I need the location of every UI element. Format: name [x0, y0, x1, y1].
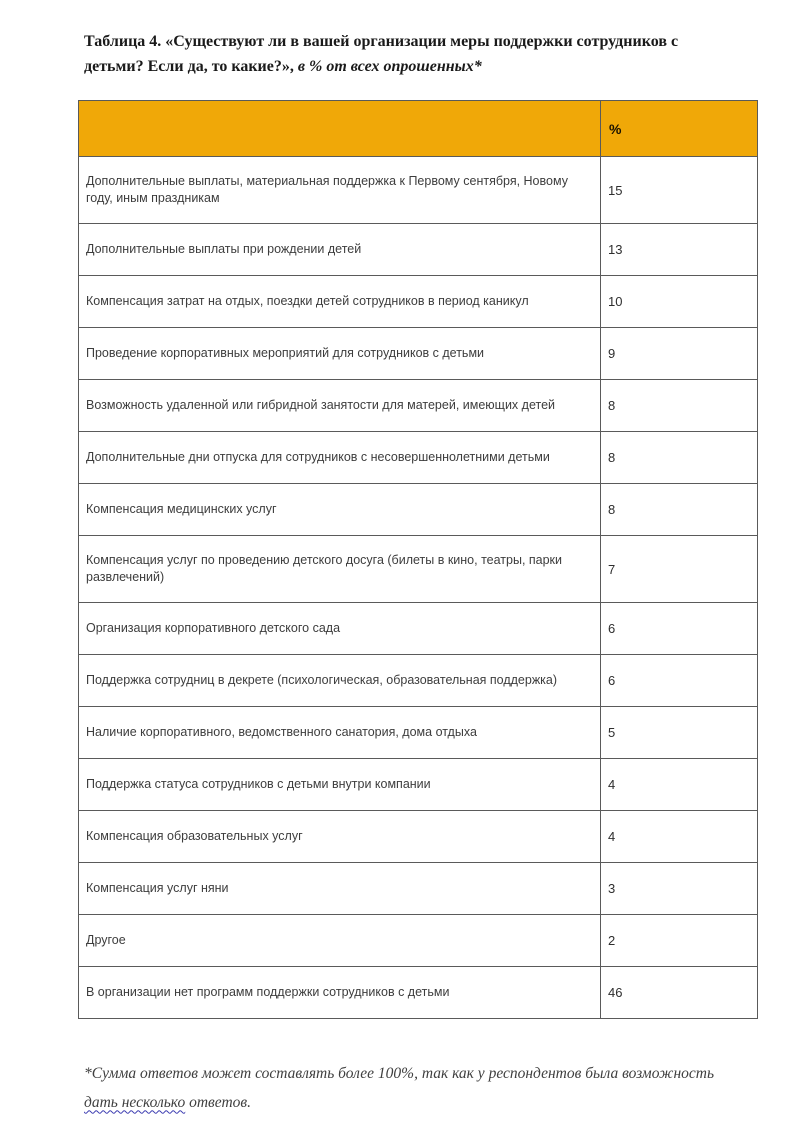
table-row: [79, 655, 758, 707]
percent-value-cell: 8: [601, 380, 758, 432]
percent-value-cell: 13: [601, 224, 758, 276]
percent-value-cell: 8: [601, 484, 758, 536]
header-measure-cell: [79, 101, 601, 157]
table-row: [79, 380, 758, 432]
measure-label-cell: Другое: [79, 915, 601, 967]
table-row: [79, 759, 758, 811]
footnote: [84, 1060, 724, 1117]
measure-label-cell: Компенсация услуг по проведению детского досуга (билеты в кино, театры, парки развлечений): [79, 536, 601, 603]
percent-value-cell: 4: [601, 811, 758, 863]
table-row: [79, 484, 758, 536]
percent-value-cell: 46: [601, 967, 758, 1019]
table-body: [79, 157, 758, 1019]
percent-value-cell: 3: [601, 863, 758, 915]
measure-label-cell: Поддержка статуса сотрудников с детьми внутри компании: [79, 759, 601, 811]
percent-value-cell: 10: [601, 276, 758, 328]
header-percent-cell: %: [601, 101, 758, 157]
percent-value-cell: 4: [601, 759, 758, 811]
table-row: [79, 603, 758, 655]
table-title: [84, 30, 734, 80]
measure-label-cell: В организации нет программ поддержки сотрудников с детьми: [79, 967, 601, 1019]
measure-label-cell: Организация корпоративного детского сада: [79, 603, 601, 655]
measure-label-cell: Компенсация медицинских услуг: [79, 484, 601, 536]
table-row: [79, 328, 758, 380]
table-row: [79, 915, 758, 967]
percent-value-cell: 6: [601, 655, 758, 707]
footnote-spellcheck-flagged-text: дать несколько: [84, 1093, 186, 1111]
measure-label-cell: Проведение корпоративных мероприятий для сотрудников с детьми: [79, 328, 601, 380]
measure-label-cell: Компенсация образовательных услуг: [79, 811, 601, 863]
percent-value-cell: 5: [601, 707, 758, 759]
measure-label-cell: Возможность удаленной или гибридной занятости для матерей, имеющих детей: [79, 380, 601, 432]
table-title-qualifier: в % от всех опрошенных*: [297, 57, 482, 75]
measure-label-cell: Дополнительные выплаты, материальная поддержка к Первому сентября, Новому году, иным праздникам: [79, 157, 601, 224]
table-row: [79, 536, 758, 603]
measure-label-cell: Компенсация затрат на отдых, поездки детей сотрудников в период каникул: [79, 276, 601, 328]
footnote-text-start: *Сумма ответов может составлять более 100%, так как у респондентов была возможность: [84, 1065, 715, 1082]
measure-label-cell: Поддержка сотрудниц в декрете (психологическая, образовательная поддержка): [79, 655, 601, 707]
table-row: [79, 157, 758, 224]
percent-value-cell: 9: [601, 328, 758, 380]
header-row: [79, 101, 758, 157]
percent-value-cell: 6: [601, 603, 758, 655]
measure-label-cell: Компенсация услуг няни: [79, 863, 601, 915]
table-row: [79, 811, 758, 863]
table-row: [79, 276, 758, 328]
table-header: [79, 101, 758, 157]
table-row: [79, 224, 758, 276]
support-measures-table: [78, 100, 758, 1019]
measure-label-cell: Дополнительные выплаты при рождении детей: [79, 224, 601, 276]
footnote-text-end: ответов.: [185, 1093, 251, 1111]
percent-value-cell: 7: [601, 536, 758, 603]
table-row: [79, 707, 758, 759]
percent-value-cell: 8: [601, 432, 758, 484]
measure-label-cell: Наличие корпоративного, ведомственного санатория, дома отдыха: [79, 707, 601, 759]
table-title-main: Таблица 4. «Существуют ли в вашей организации меры поддержки сотрудников с детьми? Если да, то какие?»,: [84, 33, 679, 75]
percent-value-cell: 15: [601, 157, 758, 224]
table-row: [79, 967, 758, 1019]
table-row: [79, 432, 758, 484]
table-row: [79, 863, 758, 915]
percent-value-cell: 2: [601, 915, 758, 967]
measure-label-cell: Дополнительные дни отпуска для сотрудников с несовершеннолетними детьми: [79, 432, 601, 484]
